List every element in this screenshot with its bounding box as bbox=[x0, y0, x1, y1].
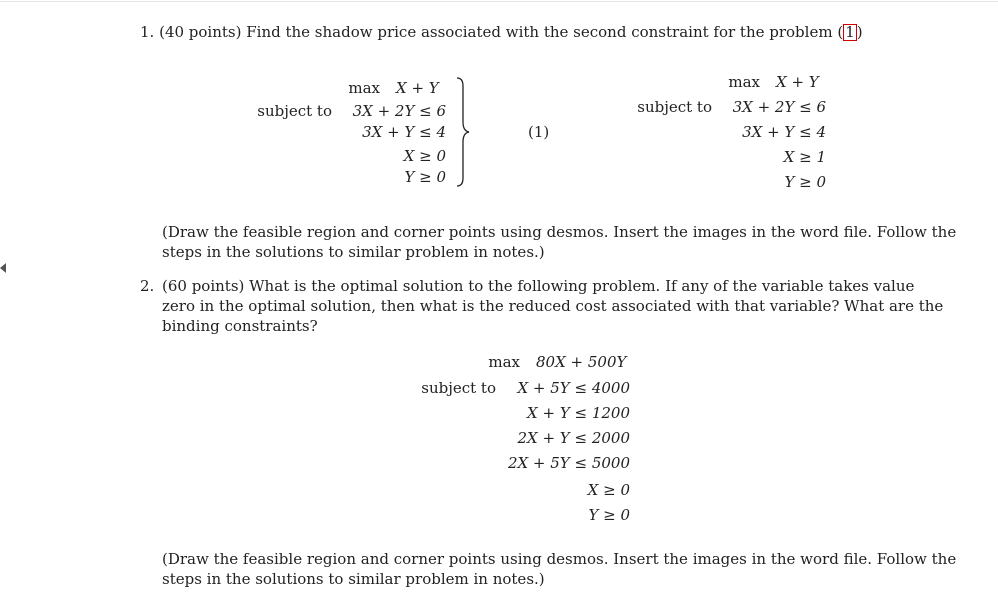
q2-note-line1: (Draw the feasible region and corner points using desmos. Insert the images in the word file. Follow the bbox=[162, 550, 957, 568]
lp-objective: 80X + 500Y bbox=[536, 353, 627, 371]
lp-max-keyword: max bbox=[488, 353, 520, 371]
lp-max-keyword: max bbox=[348, 79, 380, 97]
lp-subject-to: subject to bbox=[637, 98, 712, 116]
lp-constraint: 3X + 2Y ≤ 6 bbox=[732, 98, 826, 116]
lp-subject-to: subject to bbox=[257, 102, 332, 120]
lp-constraint: X ≥ 1 bbox=[783, 148, 826, 166]
lp-constraint: X ≥ 0 bbox=[587, 481, 630, 499]
q1-note-line2: steps in the solutions to similar problem in notes.) bbox=[162, 243, 545, 261]
lp-constraint: 3X + Y ≤ 4 bbox=[362, 123, 446, 141]
q2-note-line2: steps in the solutions to similar problem in notes.) bbox=[162, 570, 545, 588]
q1-heading bbox=[140, 22, 863, 42]
q2-line2: zero in the optimal solution, then what is the reduced cost associated with that variable? What are the bbox=[162, 297, 944, 315]
scroll-left-arrow-icon[interactable] bbox=[0, 263, 6, 273]
q1-close-paren: ) bbox=[856, 23, 863, 41]
lp-constraint: 2X + 5Y ≤ 5000 bbox=[507, 454, 630, 472]
q2-line1: (60 points) What is the optimal solution to the following problem. If any of the variable takes value bbox=[162, 277, 915, 295]
q2-number: 2. bbox=[140, 277, 155, 295]
lp-subject-to: subject to bbox=[421, 379, 496, 397]
equation-label: (1) bbox=[528, 123, 550, 141]
right-brace-icon bbox=[454, 76, 472, 188]
lp-constraint: 3X + 2Y ≤ 6 bbox=[352, 102, 446, 120]
q2-line3: binding constraints? bbox=[162, 317, 318, 335]
lp-constraint: Y ≥ 0 bbox=[404, 168, 446, 186]
top-border bbox=[0, 1, 998, 2]
q1-intro: (40 points) Find the shadow price associated with the second constraint for the problem ( bbox=[159, 23, 844, 41]
lp-constraint: 3X + Y ≤ 4 bbox=[742, 123, 826, 141]
lp-objective: X + Y bbox=[776, 73, 819, 91]
lp-constraint: X ≥ 0 bbox=[403, 147, 446, 165]
lp-constraint: 2X + Y ≤ 2000 bbox=[517, 429, 630, 447]
equation-reference-link[interactable]: 1 bbox=[845, 23, 855, 41]
lp-constraint: X + 5Y ≤ 4000 bbox=[517, 379, 630, 397]
lp-constraint: Y ≥ 0 bbox=[588, 506, 630, 524]
lp-constraint: Y ≥ 0 bbox=[784, 173, 826, 191]
q1-note-line1: (Draw the feasible region and corner points using desmos. Insert the images in the word file. Follow the bbox=[162, 223, 957, 241]
lp-objective: X + Y bbox=[396, 79, 439, 97]
q1-number: 1. bbox=[140, 23, 155, 41]
lp-max-keyword: max bbox=[728, 73, 760, 91]
lp-constraint: X + Y ≤ 1200 bbox=[527, 404, 630, 422]
